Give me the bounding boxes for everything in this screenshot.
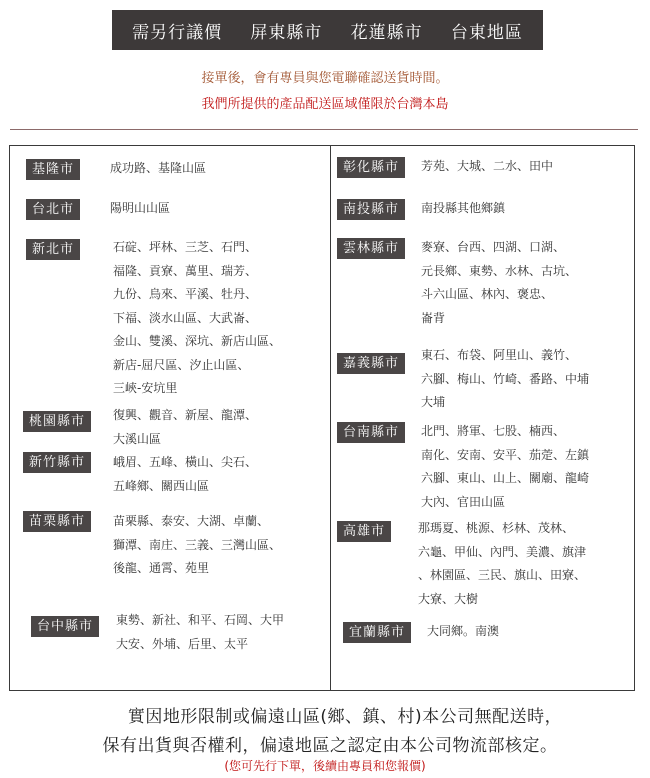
area-line: 、林園區、三民、旗山、田寮、 — [418, 568, 587, 582]
header-region-bar — [112, 10, 543, 50]
delivery-scope-notice: 我們所提供的產品配送區域僅限於台灣本島 — [201, 97, 449, 112]
footer-quote-note: (您可先行下單，後續由專員和您報價) — [224, 759, 426, 773]
area-line: 南化、安南、安平、茄萣、左鎮 — [421, 447, 590, 462]
area-line: 大同鄉。南澳 — [427, 624, 500, 638]
section-divider — [10, 129, 638, 130]
area-line: 北門、將軍、七股、楠西、 — [421, 424, 566, 438]
county-badge-new-taipei: 新北市 — [26, 239, 80, 260]
area-list-changhua — [421, 155, 553, 179]
area-line: 復興、觀音、新屋、龍潭、 — [113, 408, 258, 422]
county-badge-yunlin: 雲林縣市 — [337, 238, 405, 259]
area-line: 那瑪夏、桃源、杉林、茂林、 — [418, 521, 575, 535]
county-badge-nantou: 南投縣市 — [337, 199, 405, 220]
area-line: 金山、雙溪、深坑、新店山區、 — [113, 334, 282, 348]
area-list-kaohsiung — [418, 517, 586, 611]
area-line: 芳苑、大城、二水、田中 — [421, 159, 554, 173]
area-list-nantou — [421, 197, 505, 221]
area-list-keelung — [110, 157, 206, 181]
county-badge-yilan: 宜蘭縣市 — [343, 622, 411, 643]
area-line: 三峽-安坑里 — [113, 381, 178, 395]
county-badge-taipei: 台北市 — [26, 199, 80, 220]
area-list-new-taipei — [113, 236, 281, 401]
area-line: 陽明山山區 — [110, 201, 171, 215]
footer-rights-line: 保有出貨與否權利，偏遠地區之認定由本公司物流部核定。 — [102, 736, 558, 756]
county-badge-tainan: 台南縣市 — [337, 422, 405, 443]
area-list-miaoli — [113, 510, 281, 581]
area-line: 六腳、梅山、竹崎、番路、中埔 — [421, 371, 590, 386]
area-list-taipei — [110, 197, 170, 221]
area-line: 大內、官田山區 — [421, 494, 506, 509]
area-line: 崙背 — [421, 310, 446, 325]
county-badge-taichung: 台中縣市 — [31, 616, 99, 637]
area-line: 新店-屈尺區、汐止山區、 — [113, 357, 250, 372]
area-line: 大安、外埔、后里、太平 — [116, 636, 249, 651]
header-tab-negotiate: 需另行議價 — [132, 22, 223, 43]
header-tab-taitung: 台東地區 — [450, 22, 523, 43]
header-tab-hualien: 花蓮縣市 — [350, 22, 423, 43]
area-list-yunlin — [421, 236, 577, 330]
area-line: 東石、布袋、阿里山、義竹、 — [421, 348, 578, 362]
area-list-taichung — [116, 609, 284, 656]
header-tab-pingtung: 屏東縣市 — [250, 22, 323, 43]
area-list-yilan — [427, 620, 499, 644]
county-badge-hsinchu: 新竹縣市 — [23, 452, 91, 473]
county-badge-changhua: 彰化縣市 — [337, 157, 405, 178]
contact-notice: 接單後，會有專員與您電聯確認送貨時間。 — [201, 71, 449, 86]
area-line: 南投縣其他鄉鎮 — [421, 201, 506, 215]
county-badge-keelung: 基隆市 — [26, 159, 80, 180]
area-line: 獅潭、南庄、三義、三灣山區、 — [113, 537, 282, 552]
area-line: 九份、烏來、平溪、牡丹、 — [113, 287, 258, 301]
area-line: 東勢、新社、和平、石岡、大甲 — [116, 613, 285, 627]
county-badge-taoyuan: 桃園縣市 — [23, 411, 91, 432]
area-line: 石碇、坪林、三芝、石門、 — [113, 240, 258, 254]
area-line: 斗六山區、林內、褒忠、 — [421, 287, 554, 301]
area-line: 六腳、東山、山上、關廟、龍崎 — [421, 471, 590, 485]
area-line: 苗栗縣、泰安、大湖、卓蘭、 — [113, 514, 270, 528]
area-list-tainan — [421, 420, 589, 514]
area-list-taoyuan — [113, 404, 257, 451]
area-line: 後龍、通霄、苑里 — [113, 561, 210, 575]
county-badge-miaoli: 苗栗縣市 — [23, 511, 91, 532]
area-line: 五峰鄉、關西山區 — [113, 478, 210, 493]
area-line: 大溪山區 — [113, 431, 162, 446]
area-list-chiayi — [421, 344, 589, 415]
county-badge-kaohsiung: 高雄市 — [337, 521, 391, 542]
area-line: 大寮、大樹 — [418, 591, 479, 606]
area-line: 麥寮、台西、四湖、口湖、 — [421, 240, 566, 254]
area-line: 下福、淡水山區、大武崙、 — [113, 310, 258, 325]
footer-restriction-line: 實因地形限制或偏遠山區(鄉、鎮、村)本公司無配送時， — [127, 707, 563, 727]
column-divider — [330, 145, 331, 691]
area-line: 六龜、甲仙、內門、美濃、旗津 — [418, 544, 587, 559]
area-line: 元長鄉、東勢、水林、古坑、 — [421, 263, 578, 278]
area-line: 成功路、基隆山區 — [110, 161, 207, 175]
area-line: 峨眉、五峰、橫山、尖石、 — [113, 455, 258, 469]
area-list-hsinchu — [113, 451, 257, 498]
area-line: 福隆、貢寮、萬里、瑞芳、 — [113, 263, 258, 278]
area-line: 大埔 — [421, 395, 446, 409]
county-badge-chiayi: 嘉義縣市 — [337, 353, 405, 374]
